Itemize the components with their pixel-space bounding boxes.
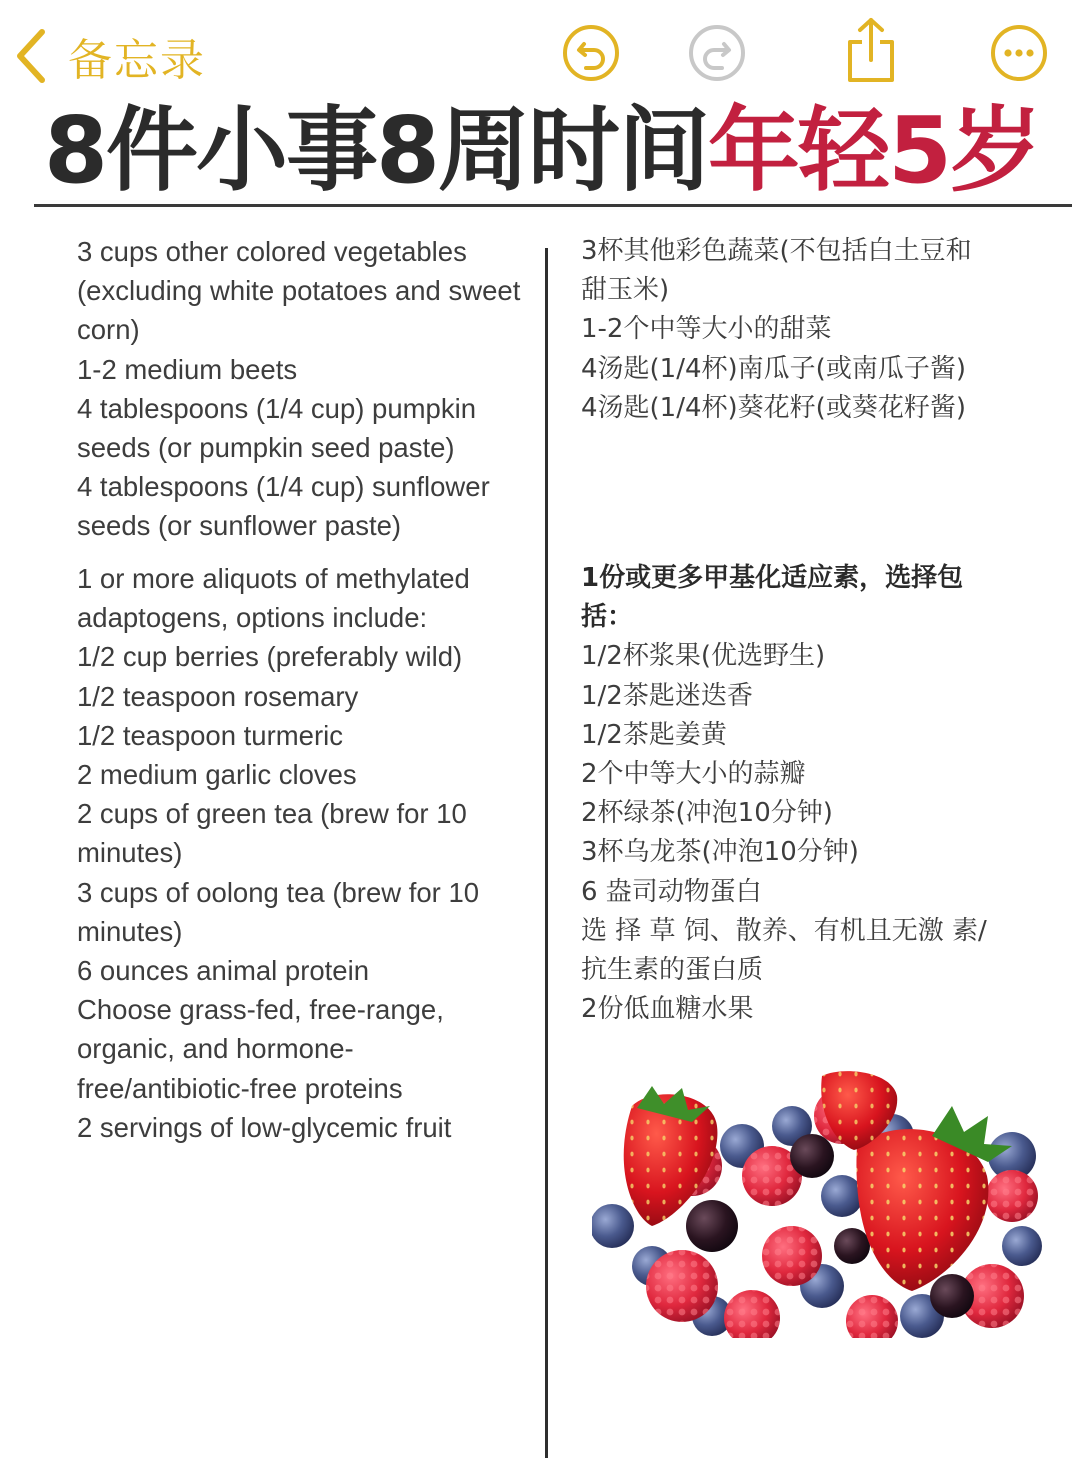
english-line: free/antibiotic-free proteins <box>77 1072 403 1104</box>
english-line: 1/2 teaspoon turmeric <box>77 719 343 751</box>
chinese-line: 1/2茶匙姜黄 <box>581 719 727 750</box>
chinese-line: 抗生素的蛋白质 <box>581 955 764 986</box>
back-button[interactable] <box>14 24 206 88</box>
back-label: 备忘录 <box>68 35 206 86</box>
share-button[interactable] <box>842 16 900 84</box>
page-title <box>44 96 1074 206</box>
english-line: 1 or more aliquots of methylated <box>77 563 470 594</box>
chinese-heading-line: 1份或更多甲基化适应素，选择包 <box>581 563 964 593</box>
english-line: minutes) <box>77 837 183 869</box>
english-line: 3 cups other colored vegetables <box>77 236 467 267</box>
column-divider <box>545 248 548 1458</box>
chinese-line: 3杯其他彩色蔬菜(不包括白土豆和 <box>581 236 972 266</box>
english-line: seeds (or sunflower paste) <box>77 510 402 542</box>
title-part-red: 年轻5岁 <box>708 97 1041 204</box>
english-line: seeds (or pumpkin seed paste) <box>77 432 455 464</box>
english-line: 3 cups of oolong tea (brew for 10 <box>77 876 480 908</box>
chevron-left-icon <box>14 28 48 84</box>
english-line: 2 cups of green tea (brew for 10 <box>77 798 467 830</box>
chinese-line: 甜玉米) <box>581 275 670 306</box>
english-line: 2 medium garlic cloves <box>77 759 357 791</box>
chinese-line: 1/2茶匙迷迭香 <box>581 680 753 711</box>
chinese-line: 选 择 草 饲、散养、有机且无激 素/ <box>581 915 987 946</box>
chinese-line: 4汤匙(1/4杯)葵花籽(或葵花籽酱) <box>581 392 966 423</box>
english-line: adaptogens, options include: <box>77 602 428 634</box>
english-line: 1/2 teaspoon rosemary <box>77 680 359 712</box>
undo-icon <box>562 24 620 82</box>
title-part-dark: 8件小事8周时间 <box>44 97 709 204</box>
title-underline <box>34 204 1072 207</box>
english-list-vegetables <box>77 232 539 546</box>
more-icon <box>990 24 1048 82</box>
berries-photo <box>592 1066 1042 1338</box>
english-list-adaptogens <box>77 559 539 1147</box>
english-line: Choose grass-fed, free-range, <box>77 994 444 1026</box>
chinese-list-vegetables <box>581 232 1051 428</box>
chinese-list-adaptogens <box>581 559 1051 1029</box>
chinese-line: 2个中等大小的蒜瓣 <box>581 759 806 790</box>
chinese-line: 2份低血糖水果 <box>581 994 754 1025</box>
english-line: 4 tablespoons (1/4 cup) pumpkin <box>77 392 476 424</box>
english-line: corn) <box>77 314 140 346</box>
chinese-line: 3杯乌龙茶(冲泡10分钟) <box>581 837 859 868</box>
english-line: organic, and hormone- <box>77 1033 354 1065</box>
chinese-heading-line: 括： <box>581 602 634 633</box>
chinese-line: 2杯绿茶(冲泡10分钟) <box>581 798 833 829</box>
english-line: 2 servings of low-glycemic fruit <box>77 1111 452 1143</box>
english-line: 1-2 medium beets <box>77 353 298 385</box>
english-line: 6 ounces animal protein <box>77 955 369 987</box>
english-line: 1/2 cup berries (preferably wild) <box>77 641 463 673</box>
share-icon <box>842 16 900 84</box>
top-toolbar <box>0 0 1080 100</box>
chinese-line: 1/2杯浆果(优选野生) <box>581 641 826 672</box>
redo-icon <box>688 24 746 82</box>
chinese-line: 1-2个中等大小的甜菜 <box>581 314 832 345</box>
english-line: 4 tablespoons (1/4 cup) sunflower <box>77 471 490 503</box>
undo-button[interactable] <box>562 24 620 82</box>
english-line: (excluding white potatoes and sweet <box>77 275 521 307</box>
redo-button[interactable] <box>688 24 746 82</box>
more-button[interactable] <box>990 24 1048 82</box>
chinese-line: 6 盎司动物蛋白 <box>581 876 762 907</box>
chinese-line: 4汤匙(1/4杯)南瓜子(或南瓜子酱) <box>581 353 966 384</box>
english-line: minutes) <box>77 915 183 947</box>
